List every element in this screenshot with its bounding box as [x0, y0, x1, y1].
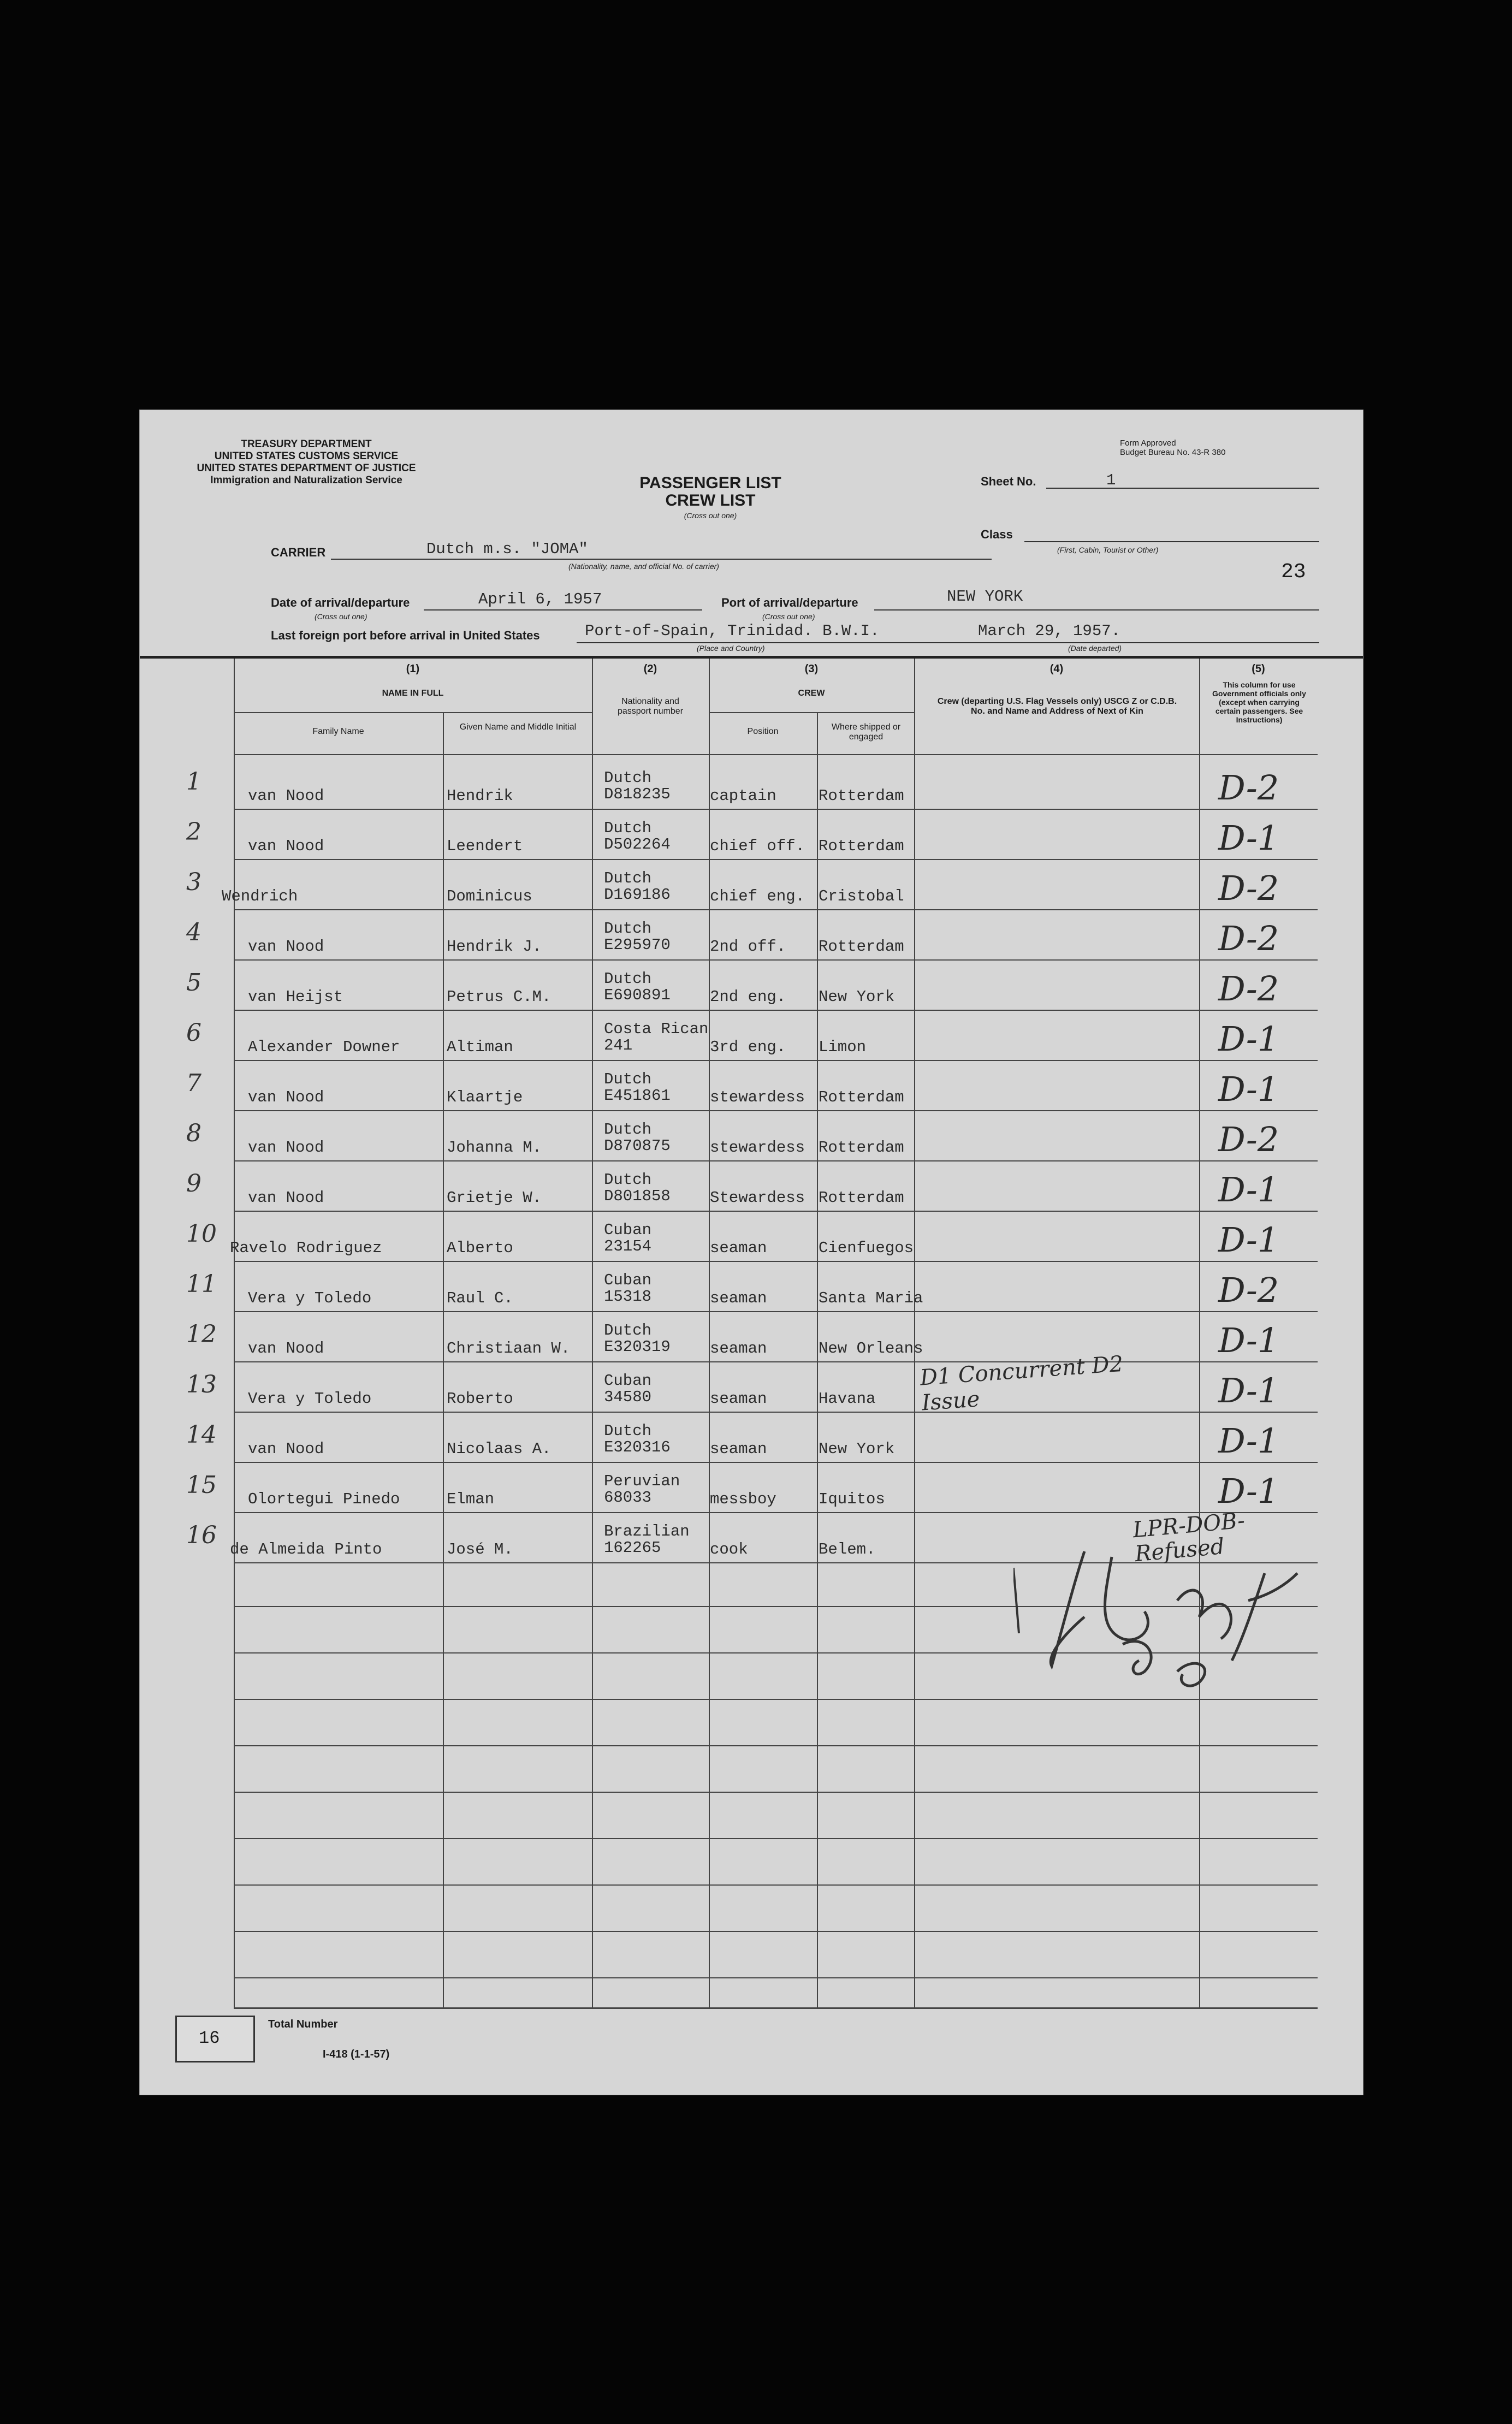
col1-number: (1)	[406, 663, 420, 675]
family-name: de Almeida Pinto	[230, 1540, 382, 1558]
row-rule	[234, 1110, 1318, 1111]
official-code: D-1	[1218, 1371, 1279, 1410]
col1b-title: Given Name and Middle Initial	[459, 722, 577, 732]
position: captain	[710, 787, 776, 805]
date-note: (Cross out one)	[315, 612, 367, 621]
family-name: van Nood	[248, 938, 324, 956]
passport-number: E295970	[604, 936, 671, 954]
departed-value: March 29, 1957.	[978, 622, 1121, 640]
date-value: April 6, 1957	[478, 590, 602, 608]
row-rule	[234, 1412, 1318, 1413]
row-number-mark: 3	[186, 868, 201, 896]
official-code: D-2	[1218, 868, 1279, 908]
passport-number: D169186	[604, 886, 671, 904]
sheet-label: Sheet No.	[981, 475, 1036, 488]
nationality: Cuban	[604, 1221, 652, 1239]
carrier-label: CARRIER	[271, 546, 326, 559]
given-name: Johanna M.	[447, 1139, 542, 1157]
official-code: D-1	[1218, 1170, 1279, 1210]
carrier-underline	[331, 559, 992, 560]
position: messboy	[710, 1490, 776, 1508]
official-code: D-1	[1218, 1069, 1279, 1109]
col-divider	[592, 659, 593, 2007]
shipped-where: Cienfuegos	[819, 1239, 914, 1257]
row-rule	[234, 1211, 1318, 1212]
row-rule	[234, 1838, 1318, 1839]
passport-number: 162265	[604, 1539, 661, 1557]
official-code: D-2	[1218, 768, 1279, 808]
row-rule	[234, 1462, 1318, 1463]
carrier-note: (Nationality, name, and official No. of carrier)	[568, 562, 719, 571]
nationality: Costa Rican	[604, 1020, 709, 1038]
col2-title: Nationality and passport number	[617, 697, 684, 716]
shipped-where: New Orleans	[819, 1340, 923, 1358]
row-rule	[234, 1060, 1318, 1061]
position: Stewardess	[710, 1189, 805, 1207]
official-code: D-2	[1218, 969, 1279, 1009]
official-signature	[1013, 1535, 1319, 1699]
shipped-where: Havana	[819, 1390, 876, 1408]
nationality: Dutch	[604, 769, 652, 787]
family-name: van Nood	[248, 837, 324, 855]
row-rule	[234, 1010, 1318, 1011]
date-underline	[424, 609, 702, 611]
nationality: Peruvian	[604, 1472, 680, 1490]
family-name: Vera y Toledo	[248, 1289, 372, 1307]
row-rule	[234, 1311, 1318, 1312]
row-rule	[234, 1931, 1318, 1932]
row-number-mark: 5	[186, 969, 201, 997]
official-code: D-1	[1218, 1220, 1279, 1260]
passport-number: D801858	[604, 1187, 671, 1205]
header-bottom-rule	[234, 754, 1318, 755]
given-name: Dominicus	[447, 887, 532, 905]
departed-note: (Date departed)	[1068, 644, 1122, 653]
nationality: Dutch	[604, 869, 652, 887]
family-name: van Heijst	[248, 988, 343, 1006]
row-rule	[234, 1792, 1318, 1793]
shipped-where: Cristobal	[819, 887, 904, 905]
position: seaman	[710, 1340, 767, 1358]
nationality: Dutch	[604, 920, 652, 938]
nationality: Brazilian	[604, 1522, 690, 1540]
row-rule	[234, 1977, 1318, 1978]
dept-line: UNITED STATES DEPARTMENT OF JUSTICE	[197, 463, 416, 474]
title-passenger: PASSENGER LIST	[639, 474, 781, 492]
position: cook	[710, 1540, 748, 1558]
family-name: van Nood	[248, 1340, 324, 1358]
col1-subrule	[234, 712, 592, 713]
table-bottom-rule	[234, 2007, 1318, 2009]
given-name: Christiaan W.	[447, 1340, 571, 1358]
passport-number: 34580	[604, 1388, 652, 1406]
given-name: Klaartje	[447, 1088, 523, 1106]
passport-number: E320319	[604, 1338, 671, 1356]
given-name: José M.	[447, 1540, 513, 1558]
sheet-number: 1	[1106, 471, 1116, 489]
header-rule	[140, 656, 1363, 659]
col-divider	[1199, 659, 1200, 2007]
shipped-where: Rotterdam	[819, 1139, 904, 1157]
class-note: (First, Cabin, Tourist or Other)	[1057, 546, 1159, 554]
row-number-mark: 8	[186, 1119, 201, 1147]
port-value: NEW YORK	[947, 588, 1023, 606]
position: stewardess	[710, 1088, 805, 1106]
col3a-title: Position	[747, 727, 779, 736]
total-number-label: Total Number	[268, 2018, 338, 2030]
position: seaman	[710, 1289, 767, 1307]
row-rule	[234, 1699, 1318, 1700]
col3-number: (3)	[804, 663, 819, 675]
official-code: D-2	[1218, 918, 1279, 958]
passport-number: D502264	[604, 835, 671, 854]
row-rule	[234, 1361, 1318, 1362]
nationality: Dutch	[604, 1422, 652, 1440]
date-label: Date of arrival/departure	[271, 596, 410, 609]
row-number-mark: 2	[186, 818, 201, 846]
nationality: Dutch	[604, 1121, 652, 1139]
position: seaman	[710, 1390, 767, 1408]
row-number-mark: 12	[186, 1320, 217, 1348]
col3b-title: Where shipped or engaged	[831, 722, 901, 742]
col5-number: (5)	[1252, 663, 1265, 675]
passport-number: E690891	[604, 986, 671, 1004]
row-number-mark: 9	[186, 1170, 201, 1198]
official-code: D-2	[1218, 1270, 1279, 1310]
crew-list-form	[139, 410, 1363, 2095]
row-number-mark: 11	[186, 1270, 217, 1298]
row-number-mark: 16	[186, 1521, 217, 1549]
form-number: I-418 (1-1-57)	[323, 2048, 390, 2060]
family-name: Olortegui Pinedo	[248, 1490, 400, 1508]
concurrent-note: D1 Concurrent D2 Issue	[919, 1351, 1124, 1416]
last-port-note: (Place and Country)	[697, 644, 765, 653]
shipped-where: Belem.	[819, 1540, 876, 1558]
official-code: D-1	[1218, 1019, 1279, 1059]
family-name: van Nood	[248, 1189, 324, 1207]
total-number-box	[175, 2016, 255, 2063]
position: chief eng.	[710, 887, 805, 905]
row-number-mark: 4	[186, 918, 201, 946]
dept-line: Immigration and Naturalization Service	[210, 475, 402, 486]
position: seaman	[710, 1440, 767, 1458]
row-number-mark: 15	[186, 1471, 217, 1499]
last-port-label: Last foreign port before arrival in United States	[271, 629, 540, 642]
title-crew: CREW LIST	[665, 491, 756, 509]
family-name: van Nood	[248, 1088, 324, 1106]
given-name: Alberto	[447, 1239, 513, 1257]
given-name: Raul C.	[447, 1289, 513, 1307]
port-underline	[874, 609, 1319, 611]
col-divider	[443, 713, 444, 2007]
passport-number: 15318	[604, 1288, 652, 1306]
class-label: Class	[981, 528, 1013, 541]
col1a-title: Family Name	[312, 727, 364, 736]
shipped-where: Rotterdam	[819, 1088, 904, 1106]
position: 2nd off.	[710, 938, 786, 956]
carrier-value: Dutch m.s. "JOMA"	[426, 540, 588, 558]
family-name: Wendrich	[222, 887, 298, 905]
given-name: Elman	[447, 1490, 495, 1508]
col3-subrule	[709, 712, 914, 713]
shipped-where: Limon	[819, 1038, 867, 1056]
dept-line: TREASURY DEPARTMENT	[241, 438, 372, 450]
given-name: Roberto	[447, 1390, 513, 1408]
title-note: (Cross out one)	[684, 511, 737, 520]
dob-refused-note: LPR-DOB-Refused	[1131, 1508, 1246, 1567]
port-note: (Cross out one)	[762, 612, 815, 621]
given-name: Petrus C.M.	[447, 988, 552, 1006]
form-approved-line: Budget Bureau No. 43-R 380	[1120, 448, 1226, 457]
position: 3rd eng.	[710, 1038, 786, 1056]
port-label: Port of arrival/departure	[721, 596, 858, 609]
col5-title: This column for use Government officials only (except when carrying certain passengers. See Instructions)	[1212, 680, 1306, 724]
family-name: Vera y Toledo	[248, 1390, 372, 1408]
shipped-where: Rotterdam	[819, 787, 904, 805]
nationality: Dutch	[604, 819, 652, 837]
given-name: Hendrik J.	[447, 938, 542, 956]
dept-line: UNITED STATES CUSTOMS SERVICE	[214, 451, 399, 462]
passport-number: 241	[604, 1036, 633, 1054]
col1-title: NAME IN FULL	[382, 689, 444, 698]
col4-number: (4)	[1049, 663, 1064, 675]
nationality: Dutch	[604, 1171, 652, 1189]
official-code: D-1	[1218, 1421, 1279, 1461]
row-rule	[234, 859, 1318, 860]
table-border-left	[234, 659, 235, 2007]
official-code: D-1	[1218, 818, 1279, 858]
row-rule	[234, 809, 1318, 810]
col-divider	[817, 713, 818, 2007]
position: chief off.	[710, 837, 805, 855]
form-title	[628, 475, 792, 509]
row-number-mark: 10	[186, 1220, 217, 1248]
total-number-value: 16	[199, 2028, 220, 2048]
nationality: Cuban	[604, 1372, 652, 1390]
row-rule	[234, 1884, 1318, 1886]
official-code: D-1	[1218, 1320, 1279, 1360]
passport-number: 23154	[604, 1237, 652, 1255]
row-number-mark: 6	[186, 1019, 201, 1047]
passport-number: E451861	[604, 1087, 671, 1105]
given-name: Leendert	[447, 837, 523, 855]
passport-number: E320316	[604, 1438, 671, 1456]
official-code: D-1	[1218, 1471, 1279, 1511]
given-name: Grietje W.	[447, 1189, 542, 1207]
position: 2nd eng.	[710, 988, 786, 1006]
row-rule	[234, 909, 1318, 910]
col4-title: Crew (departing U.S. Flag Vessels only) USCG Z or C.D.B. No. and Name and Address of Next of Kin	[937, 697, 1177, 716]
col-divider	[709, 659, 710, 2007]
row-rule	[234, 1512, 1318, 1513]
position: stewardess	[710, 1139, 805, 1157]
col2-number: (2)	[643, 663, 657, 675]
family-name: van Nood	[248, 1440, 324, 1458]
shipped-where: Iquitos	[819, 1490, 885, 1508]
passport-number: D818235	[604, 785, 671, 803]
sheet-underline	[1046, 488, 1319, 489]
class-underline	[1024, 541, 1319, 542]
row-rule	[234, 959, 1318, 961]
row-number-mark: 7	[186, 1069, 201, 1097]
row-number-mark: 13	[186, 1371, 217, 1398]
row-rule	[234, 1160, 1318, 1161]
col3-title: CREW	[798, 689, 825, 698]
given-name: Hendrik	[447, 787, 513, 805]
last-port-value: Port-of-Spain, Trinidad. B.W.I.	[585, 622, 880, 640]
shipped-where: New York	[819, 1440, 895, 1458]
passport-number: D870875	[604, 1137, 671, 1155]
row-number-mark: 14	[186, 1421, 217, 1449]
nationality: Cuban	[604, 1271, 652, 1289]
department-heading	[192, 438, 421, 487]
shipped-where: Rotterdam	[819, 1189, 904, 1207]
given-name: Altiman	[447, 1038, 513, 1056]
form-approved-line: Form Approved	[1120, 438, 1176, 448]
shipped-where: Rotterdam	[819, 938, 904, 956]
given-name: Nicolaas A.	[447, 1440, 552, 1458]
family-name: van Nood	[248, 1139, 324, 1157]
page-number: 23	[1281, 560, 1306, 584]
nationality: Dutch	[604, 1321, 652, 1340]
nationality: Dutch	[604, 1070, 652, 1088]
position: seaman	[710, 1239, 767, 1257]
form-approved	[1120, 438, 1225, 457]
row-rule	[234, 1261, 1318, 1262]
last-port-underline	[577, 642, 1319, 643]
family-name: Alexander Downer	[248, 1038, 400, 1056]
row-number-mark: 1	[186, 768, 201, 796]
family-name: Ravelo Rodriguez	[230, 1239, 382, 1257]
row-rule	[234, 1745, 1318, 1746]
col-divider	[914, 659, 915, 2007]
passport-number: 68033	[604, 1489, 652, 1507]
shipped-where: New York	[819, 988, 895, 1006]
shipped-where: Santa Maria	[819, 1289, 923, 1307]
family-name: van Nood	[248, 787, 324, 805]
nationality: Dutch	[604, 970, 652, 988]
shipped-where: Rotterdam	[819, 837, 904, 855]
official-code: D-2	[1218, 1119, 1279, 1159]
